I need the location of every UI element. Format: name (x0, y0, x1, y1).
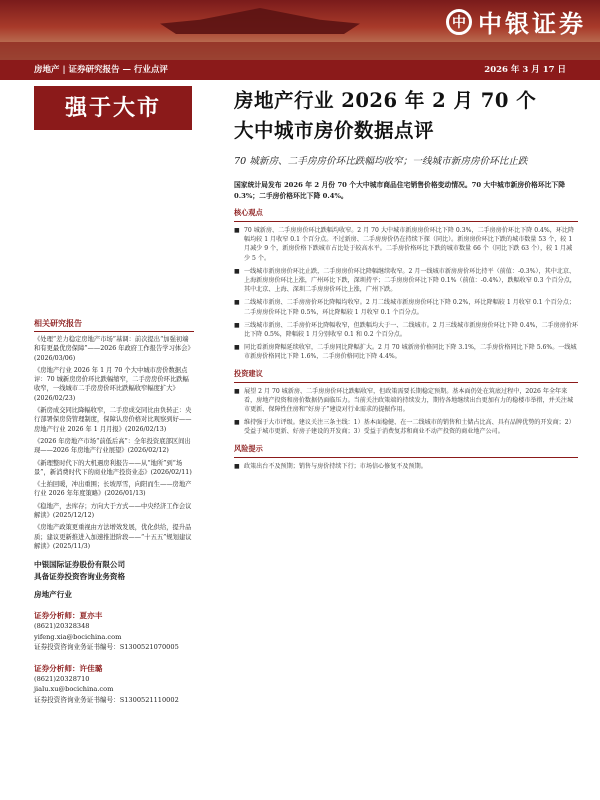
bullet-icon: ■ (234, 344, 240, 352)
core-view-item (234, 343, 578, 361)
related-report-item[interactable]: 《稳地产，去库存；方向大于方式——中央经济工作会议解读》(2025/12/12) (34, 502, 192, 520)
core-view-text: 二线城市新房、二手房房价环比降幅均收窄。2 月二线城市新房房价环比下降 0.2%，环比降幅较 1 月收窄 0.1 个百分点；二手房房价环比下降 0.5%，环比降幅较 1 月收窄 0.1 个百分点。 (244, 299, 575, 316)
related-report-item[interactable]: 《房地产行业 2026 年 1 月 70 个大中城市房价数据点评：70 城新房房价环比跌幅缩窄，二手房房价环比跌幅收窄，一线城市二手房房价环比跌幅收窄幅度扩大》(2026/02/23) (34, 366, 189, 402)
main-content (234, 86, 578, 471)
section-divider (234, 457, 578, 458)
core-view-item (234, 321, 578, 339)
bullet-icon: ■ (234, 321, 240, 329)
analyst-name: 证券分析师：夏亦丰 (34, 611, 103, 621)
investment-advice-item (234, 418, 578, 436)
related-report-item[interactable]: 《2026 年房地产市场“前低后高”：全年投资底部区间出现——2026 年房地产行业展望》(2026/02/12) (34, 437, 191, 455)
brand-name: 中银证券 (478, 10, 586, 38)
risk-warning-item (234, 462, 578, 471)
related-report-item[interactable]: 《新理整时代下的大机遇房利报告——从“地所”到“场景”，新消费时代下的商业地产投资业态》(2026/02/11) (34, 459, 192, 476)
analyst-license: 证券投资咨询业务证书编号：S1300521110002 (34, 695, 179, 704)
risk-warning-text: 政策出台不及预期；销售与房价持续下行；市场信心修复不及预期。 (244, 462, 427, 470)
risk-warning-title: 风险提示 (234, 443, 263, 453)
report-title-line-2: 大中城市房价数据点评 (234, 119, 435, 142)
rating-badge: 强于大市 (34, 86, 192, 130)
palace-wall-illustration (0, 42, 600, 60)
related-reports-title: 相关研究报告 (34, 318, 194, 332)
bullet-icon: ■ (234, 267, 240, 275)
core-views-title: 核心观点 (234, 208, 263, 217)
core-view-text: 一线城市新房房价环比止跌，二手房房价环比降幅继续收窄。2 月一线城市新房房价环比持平（前值：-0.3%），其中北京、上海新房房价环比上涨，广州环比下跌，深圳持平；二手房房价环比下降 0.1%（前值：-0.4%），跌幅收窄 0.3 个百分点，其中北京、上海、深圳二手房房价环比上涨，广州下跌。 (244, 267, 576, 294)
related-report-item[interactable]: 《处理“差力稳定房地产市场”基调：前次提出“加强初端和有更最优房保障”——2026 年政府工作报告学习体会》(2026/03/06) (34, 336, 194, 362)
analyst-phone: (8621)20328348 (34, 622, 90, 631)
core-view-text: 同比看新房降幅延续收窄，二手房同比降幅扩大。2 月 70 城新房价格同比下降 3.1%，二手房价格同比下降 5.6%。一线城市新房价格同比下降 1.6%，二手房价格同比下降 4.4%。 (244, 344, 577, 361)
bullet-icon: ■ (234, 227, 240, 234)
analyst-email[interactable]: yifeng.xia@bocichina.com (34, 632, 122, 641)
cover-banner-image (0, 0, 600, 60)
report-info-band (0, 60, 600, 80)
report-intro: 国家统计局发布 2026 年 2 月份 70 个大中城市商品住宅销售价格变动情况。70 大中城市新房价格环比下降 0.3%；二手房价格环比下降 0.4%。 (234, 181, 566, 200)
related-report-item[interactable]: 《新房成交同比降幅收窄，二手房成交同比由负转正：央行部署保房贷管理制度，保障认房价格对比观察到好——房地产行业 2026 年 1 月月报》(2026/02/13) (34, 407, 192, 433)
palace-roof-illustration (160, 8, 360, 34)
bullet-icon: ■ (234, 462, 240, 470)
analyst-name: 证券分析师：许佳璐 (34, 663, 103, 673)
company-info: 中银国际证券股份有限公司 具备证券投资咨询业务资格 (34, 560, 126, 582)
report-subtitle: 70 城新房、二手房房价环比跌幅均收窄；一线城市新房房价环比止跌 (234, 156, 528, 167)
bullet-icon: ■ (234, 419, 240, 427)
report-category: 房地产 | 证券研究报告 — 行业点评 (34, 65, 168, 75)
analyst-email[interactable]: jialu.xu@bocichina.com (34, 685, 114, 694)
core-view-item (234, 298, 578, 316)
analyst-phone: (8621)20328710 (34, 674, 90, 683)
analyst-license: 证券投资咨询业务证书编号：S1300521070005 (34, 643, 179, 652)
core-view-item (234, 226, 578, 263)
investment-advice-title: 投资建议 (234, 368, 263, 378)
related-report-item[interactable]: 《土拍回暖，冲出重围；长坡厚雪，向阳而生——房地产行业 2026 年年度策略》(2026/01/13) (34, 481, 192, 498)
report-date: 2026 年 3 月 17 日 (484, 65, 566, 75)
brand-logo (446, 4, 586, 39)
section-divider (234, 221, 578, 222)
investment-advice-item (234, 387, 578, 415)
bullet-icon: ■ (234, 299, 240, 307)
core-view-text: 70 城新房、二手房房价环比跌幅均收窄。2 月 70 大中城市新房房价环比下降 0.3%，二手房房价环比下降 0.4%，环比降幅均较 1 月收窄 0.1 个百分点。不过新房、二手房房价仍在持续下探（同比）。新房房价环比下跌的城市数量 53 个，较 1 月减少 9 个，新房价格下跌城市占比处于较高水平。二手房价格环比下跌的城市数量 66 个（同比下跌 63 个），较 1 月减少 5 个。 (244, 227, 575, 262)
industry-label: 房地产行业 (34, 590, 72, 600)
section-divider (234, 382, 578, 383)
left-sidebar (34, 80, 194, 705)
investment-advice-text: 展望 2 月 70 城新房、二手房房价环比跌幅收窄，但政策需要长期稳定预期。基本面仍处在筑底过程中，2026 年全年来看，房地产投资和房价数据仍面临压力。当前关注政策端的持续发力，期待各地继续出台更加有力的稳楼市举措，并关注城市更新、保障性住房和“好房子”建设对行业需求的提振作用。 (244, 387, 574, 414)
core-view-item (234, 267, 578, 295)
related-report-item[interactable]: 《房地产政策更重视由方法增效发展，优化供给，提升品质；建议更新推进入加速推进阶段——“十五五”规划建议解读》(2025/11/3) (34, 524, 192, 550)
boc-logo-icon: 中 (446, 9, 472, 35)
bullet-icon: ■ (234, 387, 240, 395)
core-view-text: 三线城市新房、二手房价环比降幅收窄，但跌幅均大于一、二线城市。2 月三线城市新房房价环比下降 0.4%，二手房房价环比下降 0.5%，降幅较 1 月分别收窄 0.1 和 0.2 个百分点。 (244, 321, 579, 339)
investment-advice-text: 维持强于大市评级。建议关注三条主线：1）基本面稳健、在一二线城市的销售和土储占比高、具有品牌优势的开发商；2）受益于城市更新、好房子建设的开发商；3）受益于消费复苏和商业不动产投资的商业地产公司。 (244, 419, 575, 436)
report-title-line-1: 房地产行业 2026 年 2 月 70 个 (234, 89, 537, 112)
